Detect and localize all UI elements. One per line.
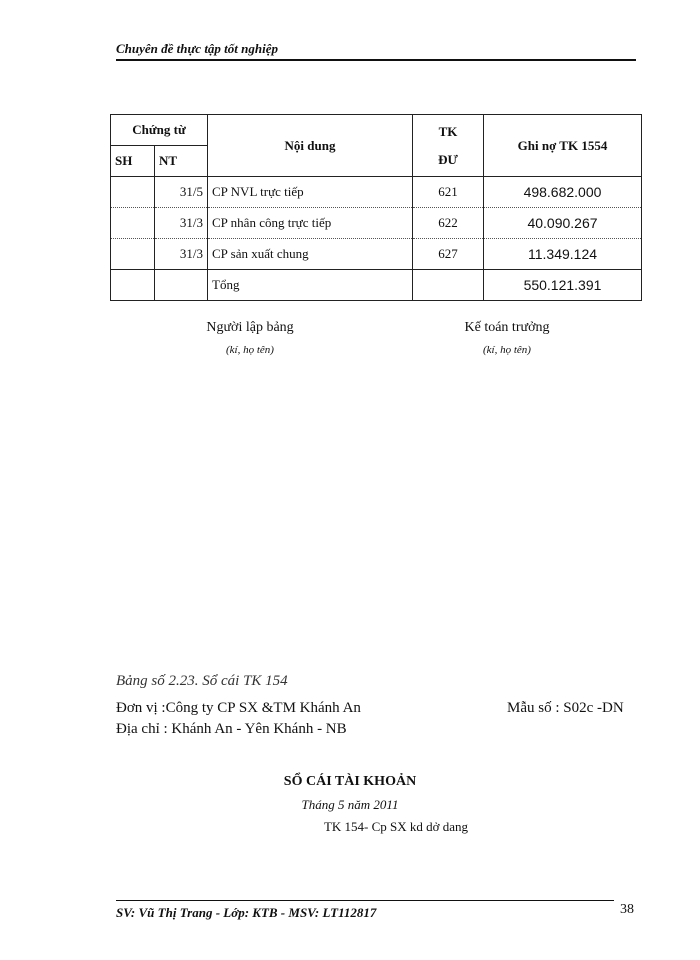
cell-nt: 31/5 [155,177,208,208]
accountant-note: (kí, họ tên) [483,344,531,356]
header-nt: NT [155,146,208,177]
cell-sh [111,270,155,301]
ledger-table [110,114,642,301]
table-row [111,239,642,270]
total-amount: 550.121.391 [484,270,642,301]
preparer-title: Người lập bảng [206,320,294,335]
cell-tk [413,270,484,301]
total-row [111,270,642,301]
preparer-note: (kí, họ tên) [226,344,274,356]
accountant-signature [432,320,582,356]
header-sh: SH [111,146,155,177]
ledger-account: TK 154- Cp SX kd dở dang [323,819,469,834]
cell-tk: 627 [413,239,484,270]
header-chung-tu: Chứng từ [111,115,208,146]
address: Địa chỉ : Khánh An - Yên Khánh - NB [116,721,347,737]
accountant-title: Kế toán trưởng [464,320,550,335]
header-tk-line1: TK [438,123,458,139]
cell-noi-dung: CP sản xuất chung [208,239,413,270]
cell-tk: 622 [413,208,484,239]
document-header: Chuyên đề thực tập tốt nghiệp [116,41,636,61]
footer-student: SV: Vũ Thị Trang - Lớp: KTB - MSV: LT112817 [116,900,614,921]
ledger-title: SỔ CÁI TÀI KHOẢN [283,774,417,789]
cell-tk: 621 [413,177,484,208]
unit-name: Đơn vị :Công ty CP SX &TM Khánh An [116,700,361,716]
table-caption: Bảng số 2.23. Sổ cái TK 154 [116,673,288,689]
header-tk-du [413,115,484,177]
preparer-signature [175,320,325,356]
cell-nt: 31/3 [155,239,208,270]
table-row [111,177,642,208]
cell-sh [111,177,155,208]
cell-nt: 31/3 [155,208,208,239]
total-label: Tổng [208,270,413,301]
cell-amount: 11.349.124 [484,239,642,270]
cell-sh [111,208,155,239]
cell-sh [111,239,155,270]
header-tk-line2: ĐƯ [438,151,458,167]
cell-amount: 40.090.267 [484,208,642,239]
page-number: 38 [620,902,634,917]
table-row [111,208,642,239]
cell-amount: 498.682.000 [484,177,642,208]
cell-noi-dung: CP nhân công trực tiếp [208,208,413,239]
ledger-period: Tháng 5 năm 2011 [301,797,399,812]
header-noi-dung: Nội dung [208,115,413,177]
cell-nt [155,270,208,301]
header-ghi-no: Ghi nợ TK 1554 [484,115,642,177]
form-number: Mẫu số : S02c -DN [507,700,624,716]
cell-noi-dung: CP NVL trực tiếp [208,177,413,208]
